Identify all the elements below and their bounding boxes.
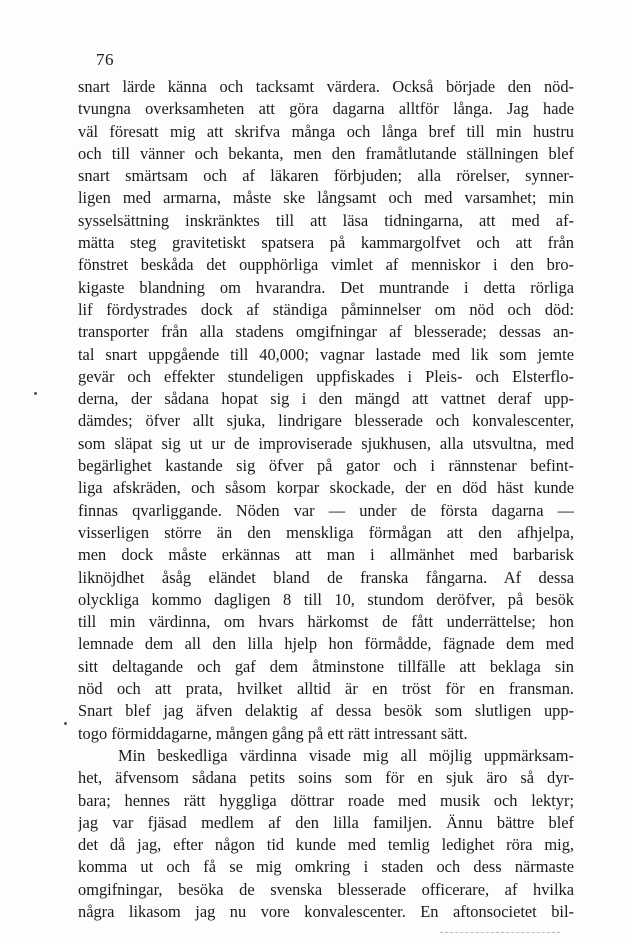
text-line: sitt deltagande och gaf dem åtminstone tillfälle att beklaga sin: [78, 656, 574, 676]
text-line: bara; hennes rätt hyggliga döttrar roade med musik och lektyr;: [78, 790, 574, 810]
text-line: het, äfvensom sådana petits soins som för en sjuk äro så dyr-: [78, 768, 574, 788]
text-line: som släpat sig ut ur de improviserade sjukhusen, alla utsvultna, med: [78, 433, 574, 453]
text-line: nöd och att prata, hvilket alltid är en tröst för en fransman.: [78, 679, 574, 699]
text-line: visserligen större än den menskliga förmågan att den afhjelpa,: [78, 522, 574, 542]
margin-speck: [64, 722, 67, 725]
text-line: begärlighet kastande sig öfver på gator och i rännstenar befint-: [78, 456, 574, 476]
text-line: jag var fjäsad medlem af den lilla familjen. Ännu bättre blef: [78, 812, 574, 832]
text-line-paragraph-start: Min beskedliga värdinna visade mig all möjlig uppmärksam-: [118, 745, 574, 765]
text-line: liknöjdhet åsåg eländet bland de franska fångarna. Af dessa: [78, 567, 574, 587]
footer-rule: [440, 932, 560, 934]
text-line: snart lärde känna och tacksamt värdera. Också började den nöd-: [78, 77, 574, 96]
text-line: till min värdinna, om hvars härkomst de fått underrättelse; hon: [78, 612, 574, 632]
text-line: liga afskräden, och såsom korpar skockade, der en död häst kunde: [78, 478, 574, 498]
text-line: och till vänner och bekanta, men den framåtlutande ställningen blef: [78, 143, 574, 163]
text-line: gevär och effekter stundeligen uppfiskades i Pleis- och Elsterflo-: [78, 366, 574, 386]
text-line: olyckliga kommo dagligen 8 till 10, stundom deröfver, på besök: [78, 589, 574, 609]
text-line: Snart blef jag äfven delaktig af dessa besök som slutligen upp-: [78, 701, 574, 721]
text-line: transporter från alla stadens omgifningar af blesserade; dessas an-: [78, 322, 574, 342]
text-line: ligen med armarna, måste ske långsamt och med varsamhet; min: [78, 188, 574, 208]
text-line: lif fördystrades dock af ständiga påminnelser om nöd och död:: [78, 299, 574, 319]
text-line: några likasom jag nu vore konvalescenter. En aftonsocietet bil-: [78, 901, 574, 921]
text-line: fönstret beskåda det oupphörliga vimlet af menniskor i den bro-: [78, 255, 574, 275]
text-line: snart smärtsam och af läkaren förbjuden; alla rörelser, synner-: [78, 166, 574, 186]
body-text: [78, 76, 574, 923]
text-line: derna, der sådana hopat sig i den mängd att vattnet deraf upp-: [78, 389, 574, 409]
text-line: mätta steg gravitetiskt spatsera på kammargolfvet och att från: [78, 233, 574, 253]
text-line: togo förmiddagarne, mången gång på ett rätt intressant sätt.: [78, 723, 468, 743]
text-line: sysselsättning inskränktes till att läsa tidningarna, att med af-: [78, 210, 574, 230]
text-line: dämdes; öfver allt sjuka, lindrigare blesserade och konvalescenter,: [78, 411, 574, 431]
text-line: men dock måste erkännas att man i allmänhet med barbarisk: [78, 545, 574, 565]
text-line: finnas qvarliggande. Nöden var — under de första dagarna —: [78, 500, 574, 520]
text-line: väl föresatt mig att skrifva många och långa bref till min hustru: [78, 121, 574, 141]
text-line: tvungna overksamheten att göra dagarna alltför långa. Jag hade: [78, 99, 574, 119]
text-line: lemnade dem all den lilla hjelp hon förmådde, fägnade dem med: [78, 634, 574, 654]
text-line: det då jag, efter någon tid kunde med temlig ledighet röra mig,: [78, 835, 574, 855]
page-number: 76: [96, 50, 114, 69]
text-line: kigaste blandning om hvarandra. Det muntrande i detta rörliga: [78, 277, 574, 297]
text-line: omgifningar, besöka de svenska blesserade officerare, af hvilka: [78, 879, 574, 899]
margin-speck: [34, 392, 37, 395]
text-line: tal snart uppgående till 40,000; vagnar lastade med lik som jemte: [78, 344, 574, 364]
text-line: komma ut och få se mig omkring i staden och dess närmaste: [78, 857, 574, 877]
